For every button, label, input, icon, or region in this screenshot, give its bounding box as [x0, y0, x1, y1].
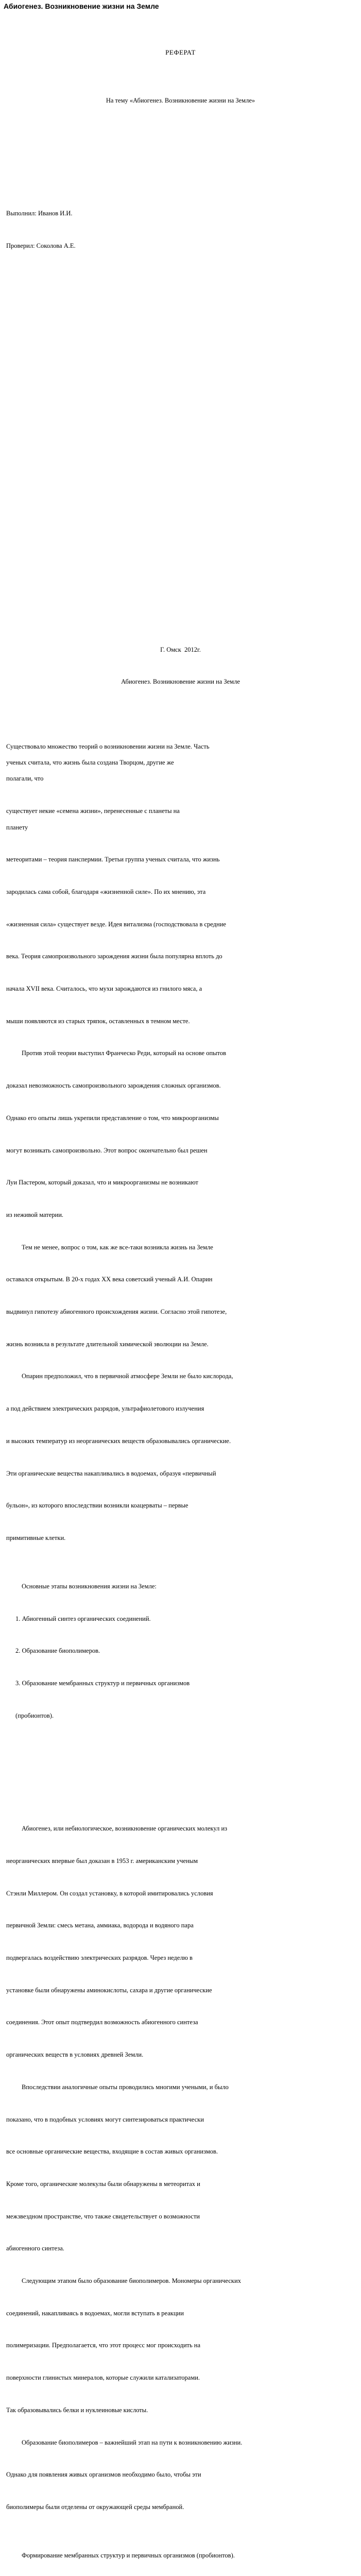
text-line: Следующим этапом было образование биополимеров. Мономеры органических	[22, 2277, 241, 2284]
text-line: межзвездном пространстве, что также свидетельствует о возможности	[6, 2212, 200, 2220]
text-line: Проверил: Соколова А.Е.	[6, 242, 76, 249]
text-line: первичной Земли: смесь метана, аммиака, водорода и водяного пара	[6, 1922, 194, 1929]
text-line: На тему «Абиогенез. Возникновение жизни на Земле»	[106, 96, 255, 104]
text-line: РЕФЕРАТ	[165, 48, 196, 56]
text-line: Против этой теории выступил Франческо Реди, который на основе опытов	[22, 1049, 226, 1057]
text-line: (пробионтов).	[15, 1711, 54, 1719]
text-line: мыши появляются из старых тряпок, оставленных в темном месте.	[6, 1017, 190, 1025]
text-line: доказал невозможность самопроизвольного зарождения сложных организмов.	[6, 1082, 221, 1090]
text-line: Выполнил: Иванов И.И.	[6, 210, 73, 217]
text-line: ученых считала, что жизнь была создана Творцом, другие же	[6, 759, 174, 767]
text-line: планету	[6, 823, 28, 831]
text-line: Однако его опыты лишь укрепили представление о том, что микроорганизмы	[6, 1114, 219, 1122]
text-line: показано, что в подобных условиях могут синтезироваться практически	[6, 2115, 204, 2123]
text-line: соединения. Этот опыт подтвердил возможность абиогенного синтеза	[6, 2019, 198, 2026]
text-line: полимеризации. Предполагается, что этот процесс мог происходить на	[6, 2342, 201, 2349]
text-line: Стэнли Миллером. Он создал установку, в которой имитировались условия	[6, 1889, 213, 1897]
text-line: метеоритами – теория панспермии. Третьи группа ученых считала, что жизнь	[6, 856, 220, 863]
text-line: соединений, накапливаясь в водоемах, могли вступать в реакции	[6, 2309, 184, 2317]
text-line: Тем не менее, вопрос о том, как же все-таки возникла жизнь на Земле	[22, 1243, 213, 1251]
text-line: Формирование мембранных структур и первичных организмов (пробионтов).	[22, 2551, 235, 2559]
text-line: бульон», из которого впоследствии возникли коацерваты – первые	[6, 1502, 188, 1510]
text-line: примитивные клетки.	[6, 1534, 66, 1541]
text-line: абиогенного синтеза.	[6, 2245, 64, 2252]
text-line: 2. Образование биополимеров.	[15, 1647, 100, 1655]
text-line: выдвинул гипотезу абиогенного происхождения жизни. Согласно этой гипотезе,	[6, 1308, 227, 1315]
text-line: Впоследствии аналогичные опыты проводились многими учеными, и было	[22, 2083, 229, 2091]
page-title: Абиогенез. Возникновение жизни на Земле	[4, 2, 159, 10]
text-line: оставался открытым. В 20-х годах XX века советский ученый А.И. Опарин	[6, 1276, 213, 1283]
text-line: Эти органические вещества накапливались в водоемах, образуя «первичный	[6, 1469, 216, 1477]
text-line: установке были обнаружены аминокислоты, сахара и другие органические	[6, 1986, 212, 1994]
text-line: 1. Абиогенный синтез органических соединений.	[15, 1615, 151, 1622]
text-line: все основные органические вещества, входящие в состав живых организмов.	[6, 2148, 218, 2156]
text-line: Образование биополимеров – важнейший этап на пути к возникновению жизни.	[22, 2438, 243, 2446]
text-line: «жизненная сила» существует везде. Идея витализма (господствовала в средние	[6, 920, 226, 928]
text-line: Однако для появления живых организмов необходимо было, чтобы эти	[6, 2471, 201, 2479]
text-line: 3. Образование мембранных структур и первичных организмов	[15, 1680, 190, 1687]
text-line: неорганических впервые был доказан в 1953 г. американским ученым	[6, 1857, 198, 1865]
text-line: из неживой материи.	[6, 1211, 64, 1218]
text-line: полагали, что	[6, 775, 44, 783]
text-line: Основные этапы возникновения жизни на Земле:	[22, 1582, 157, 1590]
text-line: поверхности глинистых минералов, которые служили катализаторами.	[6, 2374, 200, 2382]
text-line: Абиогенез, или небиологическое, возникновение органических молекул из	[22, 1825, 228, 1833]
text-line: органических веществ в условиях древней Земли.	[6, 2051, 144, 2059]
text-line: века. Теория самопроизвольного зарождения жизни была популярна вплоть до	[6, 953, 222, 960]
text-line: а под действием электрических разрядов, ультрафиолетового излучения	[6, 1405, 204, 1413]
text-line: могут возникать самопроизвольно. Этот вопрос окончательно был решен	[6, 1146, 208, 1154]
text-line: Г. Омск 2012г.	[160, 646, 201, 653]
text-line: Опарин предположил, что в первичной атмосфере Земли не было кислорода,	[22, 1372, 233, 1380]
text-line: Кроме того, органические молекулы были обнаружены в метеоритах и	[6, 2180, 200, 2188]
text-line: Существовало множество теорий о возникновении жизни на Земле. Часть	[6, 742, 210, 750]
text-line: жизнь возникла в результате длительной химической эволюции на Земле.	[6, 1340, 209, 1348]
text-line: подвергалась воздействию электрических разрядов. Через неделю в	[6, 1954, 193, 1961]
text-line: Абиогенез. Возникновение жизни на Земле	[121, 678, 240, 686]
text-line: Луи Пастером, который доказал, что и микроорганизмы не возникают	[6, 1179, 198, 1187]
text-line: Так образовывались белки и нуклеиновые кислоты.	[6, 2406, 148, 2414]
text-line: и высоких температур из неорганических веществ образовывались органические.	[6, 1437, 231, 1445]
text-line: зародилась сама собой, благодаря «жизненной силе». По их мнению, эта	[6, 888, 206, 895]
text-line: биополимеры были отделены от окружающей среды мембраной.	[6, 2503, 184, 2511]
text-line: начала XVII века. Считалось, что мухи зарождаются из гнилого мяса, а	[6, 985, 202, 992]
text-line: существует некие «семена жизни», перенесенные с планеты на	[6, 807, 180, 815]
